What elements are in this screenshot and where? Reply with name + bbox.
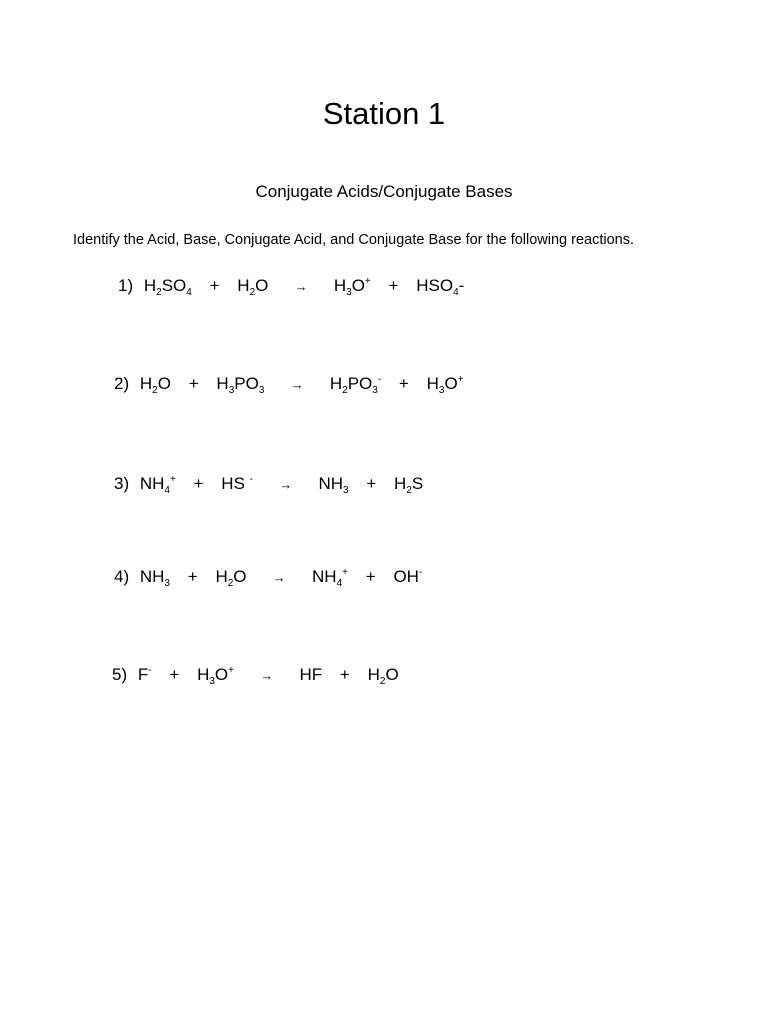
plus-sign: + <box>398 374 409 393</box>
reactant-2: $H_3PO_3$ <box>216 374 265 396</box>
product-1: HF <box>299 665 323 684</box>
plus-sign: + <box>366 474 377 493</box>
product-1: $NH_4^+$ <box>312 567 348 589</box>
reactant-1: $NH_4^+$ <box>139 474 176 496</box>
reaction-number: 2) <box>114 374 130 393</box>
reaction-arrow: → <box>260 668 274 683</box>
product-1: $NH_3$ <box>318 474 349 496</box>
product-2: OH- <box>393 567 423 586</box>
reaction-number: 4) <box>114 567 130 586</box>
reaction-arrow: → <box>290 377 304 392</box>
reaction-4 <box>114 565 422 589</box>
product-1: $H_3O^+$ <box>333 276 371 298</box>
reaction-5 <box>112 663 399 687</box>
product-1: $H_2PO_3^-$ <box>329 374 382 396</box>
reactant-1: $H_2O$ <box>139 374 171 396</box>
plus-sign: + <box>388 276 399 295</box>
product-2: $H_2S$ <box>394 474 424 496</box>
reactant-1: F- <box>137 665 152 684</box>
reaction-1 <box>118 274 464 298</box>
reaction-number: 5) <box>112 665 128 684</box>
page-subtitle: Conjugate Acids/Conjugate Bases <box>255 182 513 201</box>
reaction-arrow: → <box>294 279 308 294</box>
plus-sign: + <box>339 665 350 684</box>
product-2: $HSO_4-$ <box>416 276 465 298</box>
reactant-2: $H_2O$ <box>237 276 269 298</box>
reactant-1: $NH_3$ <box>139 567 170 589</box>
reaction-arrow: → <box>272 570 286 585</box>
reactant-2: HS - <box>221 474 253 493</box>
page-title: Station 1 <box>322 96 446 131</box>
reactant-2: $H_2O$ <box>215 567 247 589</box>
reaction-2 <box>114 372 464 396</box>
plus-sign: + <box>193 474 204 493</box>
plus-sign: + <box>187 567 198 586</box>
reaction-3 <box>114 472 423 496</box>
plus-sign: + <box>365 567 376 586</box>
plus-sign: + <box>169 665 180 684</box>
reaction-number: 3) <box>114 474 130 493</box>
plus-sign: + <box>188 374 199 393</box>
reaction-number: 1) <box>118 276 134 295</box>
product-2: $H_2O$ <box>367 665 399 687</box>
reactant-1: $H_2SO_4$ <box>143 276 192 298</box>
plus-sign: + <box>209 276 220 295</box>
reactant-2: $H_3O^+$ <box>197 665 234 687</box>
instructions-text: Identify the Acid, Base, Conjugate Acid, and Conjugate Base for the following reactions. <box>73 232 635 248</box>
product-2: $H_3O^+$ <box>426 374 464 396</box>
reaction-arrow: → <box>279 477 293 492</box>
